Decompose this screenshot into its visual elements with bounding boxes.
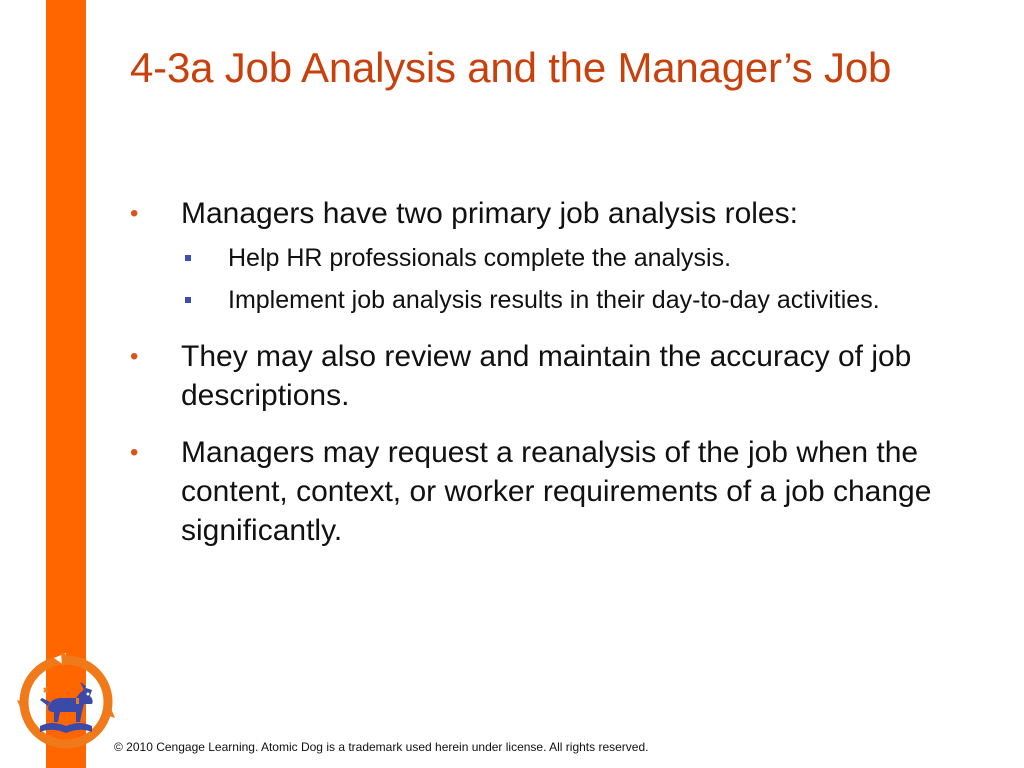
bullet-item — [130, 433, 990, 550]
bullet-text: Managers may request a reanalysis of the job when the content, context, or worker requirements of a job change significantly. — [181, 436, 932, 547]
bullet-item — [130, 337, 990, 415]
square-bullet-icon — [185, 297, 191, 303]
sub-bullet-item — [181, 281, 990, 319]
round-bullet-icon: • — [130, 343, 139, 370]
sub-bullet-item — [181, 239, 990, 277]
bullet-item — [130, 194, 990, 319]
sub-bullet-text: Help HR professionals complete the analysis. — [228, 244, 732, 272]
copyright-footer: © 2010 Cengage Learning. Atomic Dog is a trademark used herein under license. All rights reserved. — [114, 740, 649, 754]
slide-title: 4-3a Job Analysis and the Manager’s Job — [130, 44, 892, 91]
atomic-dog-logo-icon — [14, 650, 118, 754]
sub-bullet-list — [181, 239, 990, 319]
sub-bullet-text: Implement job analysis results in their day-to-day activities. — [228, 286, 880, 314]
round-bullet-icon: • — [130, 439, 139, 466]
round-bullet-icon: • — [130, 200, 139, 227]
bullet-text: They may also review and maintain the accuracy of job descriptions. — [181, 340, 912, 412]
bullet-list — [130, 194, 990, 550]
square-bullet-icon — [185, 255, 191, 261]
slide-content — [130, 194, 990, 568]
bullet-text: Managers have two primary job analysis roles: — [181, 197, 798, 230]
